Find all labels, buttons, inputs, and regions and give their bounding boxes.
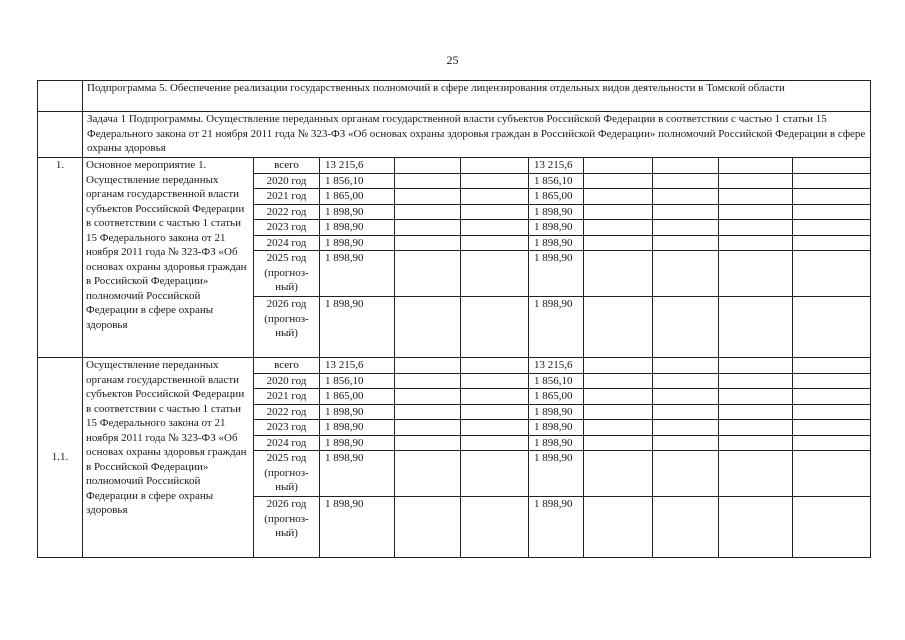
period-cell: 2022 год <box>254 204 320 220</box>
empty-cell <box>793 435 871 451</box>
empty-cell <box>395 404 461 420</box>
total-amount-cell: 1 898,90 <box>320 435 395 451</box>
federal-amount-cell: 1 898,90 <box>529 497 584 558</box>
total-amount-cell: 1 898,90 <box>320 420 395 436</box>
empty-cell <box>584 358 653 374</box>
empty-cell <box>584 235 653 251</box>
empty-cell <box>719 404 793 420</box>
empty-cell <box>793 420 871 436</box>
empty-cell <box>719 420 793 436</box>
empty-cell <box>395 220 461 236</box>
federal-amount-cell: 1 865,00 <box>529 189 584 205</box>
empty-cell <box>793 451 871 497</box>
period-cell: 2024 год <box>254 235 320 251</box>
federal-amount-cell: 1 898,90 <box>529 297 584 358</box>
empty-cell <box>719 389 793 405</box>
period-cell: 2025 год (прогноз-ный) <box>254 251 320 297</box>
empty-cell <box>653 451 719 497</box>
subprogram-row <box>38 81 871 112</box>
activity-description: Осуществление переданных органам государственной власти субъектов Российской Федерации в соответствии с частью 1 статьи 15 Федерального закона от 21 ноября 2011 года № 323-ФЗ «Об основах охраны здоровья граждан в Российской Федерации» полномочий Российской Федерации в сфере охраны здоровья <box>83 358 254 558</box>
empty-cell <box>395 358 461 374</box>
period-cell: 2025 год (прогноз-ный) <box>254 451 320 497</box>
empty-cell <box>461 420 529 436</box>
empty-cell <box>584 189 653 205</box>
empty-cell <box>395 373 461 389</box>
empty-cell <box>653 404 719 420</box>
empty-cell <box>584 497 653 558</box>
empty-cell <box>793 358 871 374</box>
empty-cell <box>719 235 793 251</box>
period-cell: 2021 год <box>254 189 320 205</box>
federal-amount-cell: 1 898,90 <box>529 420 584 436</box>
empty-cell <box>461 358 529 374</box>
period-cell: 2024 год <box>254 435 320 451</box>
total-amount-cell: 1 856,10 <box>320 173 395 189</box>
empty-cell <box>653 297 719 358</box>
empty-cell <box>461 451 529 497</box>
empty-cell <box>653 158 719 174</box>
empty-cell <box>719 173 793 189</box>
total-amount-cell: 1 898,90 <box>320 297 395 358</box>
empty-cell <box>584 451 653 497</box>
table-row <box>38 358 871 374</box>
federal-amount-cell: 1 898,90 <box>529 220 584 236</box>
empty-cell <box>719 158 793 174</box>
empty-cell <box>461 189 529 205</box>
empty-cell <box>653 235 719 251</box>
empty-cell <box>793 497 871 558</box>
empty-cell <box>461 158 529 174</box>
empty-cell <box>653 389 719 405</box>
total-amount-cell: 1 898,90 <box>320 497 395 558</box>
empty-cell <box>719 204 793 220</box>
period-cell: 2023 год <box>254 220 320 236</box>
period-cell: 2020 год <box>254 373 320 389</box>
total-amount-cell: 13 215,6 <box>320 358 395 374</box>
page-number: 25 <box>446 53 459 67</box>
empty-cell <box>584 204 653 220</box>
empty-cell <box>793 389 871 405</box>
federal-amount-cell: 1 898,90 <box>529 435 584 451</box>
federal-amount-cell: 1 856,10 <box>529 173 584 189</box>
empty-cell <box>584 435 653 451</box>
total-amount-cell: 1 898,90 <box>320 235 395 251</box>
empty-cell <box>653 204 719 220</box>
empty-cell <box>653 189 719 205</box>
empty-cell <box>461 497 529 558</box>
total-amount-cell: 1 865,00 <box>320 389 395 405</box>
federal-amount-cell: 1 856,10 <box>529 373 584 389</box>
empty-cell <box>793 373 871 389</box>
empty-cell <box>584 420 653 436</box>
empty-cell <box>584 373 653 389</box>
empty-cell <box>719 435 793 451</box>
empty-cell <box>395 235 461 251</box>
empty-cell <box>793 220 871 236</box>
empty-cell <box>395 389 461 405</box>
empty-cell <box>793 404 871 420</box>
row-number: 1.1. <box>38 358 83 558</box>
period-cell: 2026 год (прогноз-ный) <box>254 297 320 358</box>
period-cell: 2026 год (прогноз-ный) <box>254 497 320 558</box>
empty-cell <box>461 251 529 297</box>
empty-cell <box>395 189 461 205</box>
empty-cell <box>395 173 461 189</box>
empty-cell <box>719 373 793 389</box>
period-cell: 2023 год <box>254 420 320 436</box>
empty-cell <box>653 420 719 436</box>
period-cell: всего <box>254 158 320 174</box>
empty-cell <box>395 204 461 220</box>
empty-cell <box>584 404 653 420</box>
total-amount-cell: 1 898,90 <box>320 204 395 220</box>
period-cell: 2021 год <box>254 389 320 405</box>
empty-cell <box>719 189 793 205</box>
task-row <box>38 112 871 158</box>
empty-cell <box>719 297 793 358</box>
federal-amount-cell: 13 215,6 <box>529 358 584 374</box>
total-amount-cell: 13 215,6 <box>320 158 395 174</box>
empty-cell <box>719 497 793 558</box>
empty-cell <box>793 189 871 205</box>
empty-cell <box>395 497 461 558</box>
total-amount-cell: 1 898,90 <box>320 251 395 297</box>
subprogram-title: Подпрограмма 5. Обеспечение реализации государственных полномочий в сфере лицензирования отдельных видов деятельности в Томской области <box>83 81 871 112</box>
empty-cell <box>395 297 461 358</box>
federal-amount-cell: 1 898,90 <box>529 404 584 420</box>
total-amount-cell: 1 856,10 <box>320 373 395 389</box>
empty-cell <box>793 204 871 220</box>
empty-cell <box>461 173 529 189</box>
empty-cell <box>584 220 653 236</box>
empty-cell <box>719 451 793 497</box>
empty-cell <box>461 404 529 420</box>
empty-cell <box>653 220 719 236</box>
total-amount-cell: 1 865,00 <box>320 189 395 205</box>
total-amount-cell: 1 898,90 <box>320 404 395 420</box>
empty-cell <box>719 251 793 297</box>
empty-cell <box>395 435 461 451</box>
row-number: 1. <box>38 158 83 358</box>
empty-cell <box>395 251 461 297</box>
empty-cell <box>719 220 793 236</box>
empty-cell <box>395 451 461 497</box>
total-amount-cell: 1 898,90 <box>320 451 395 497</box>
activity-description: Основное мероприятие 1. Осуществление переданных органам государственной власти субъектов Российской Федерации в соответствии с частью 1 статьи 15 Федерального закона от 21 ноября 2011 года № 323-ФЗ «Об основах охраны здоровья граждан в Российской Федерации» полномочий Российской Федерации в сфере охраны здоровья <box>83 158 254 358</box>
federal-amount-cell: 1 865,00 <box>529 389 584 405</box>
empty-cell <box>461 435 529 451</box>
period-cell: 2020 год <box>254 173 320 189</box>
federal-amount-cell: 1 898,90 <box>529 204 584 220</box>
federal-amount-cell: 1 898,90 <box>529 235 584 251</box>
period-cell: всего <box>254 358 320 374</box>
period-cell: 2022 год <box>254 404 320 420</box>
empty-cell <box>584 251 653 297</box>
empty-cell <box>584 297 653 358</box>
empty-cell <box>584 158 653 174</box>
empty-cell <box>719 358 793 374</box>
empty-cell <box>461 220 529 236</box>
empty-cell <box>653 173 719 189</box>
empty-cell <box>461 297 529 358</box>
empty-cell <box>653 435 719 451</box>
empty-cell <box>653 497 719 558</box>
empty-cell <box>653 251 719 297</box>
empty-cell <box>793 251 871 297</box>
table-row <box>38 158 871 174</box>
empty-cell <box>461 389 529 405</box>
task-title: Задача 1 Подпрограммы. Осуществление переданных органам государственной власти субъектов Российской Федерации в соответствии с частью 1 статьи 15 Федерального закона от 21 ноября 2011 года № 323-ФЗ «Об основах охраны здоровья граждан в Российской Федерации» полномочий Российской Федерации в сфере охраны здоровья <box>83 112 871 158</box>
empty-cell <box>461 235 529 251</box>
empty-cell <box>793 158 871 174</box>
empty-cell <box>653 373 719 389</box>
federal-amount-cell: 1 898,90 <box>529 251 584 297</box>
empty-cell <box>395 158 461 174</box>
federal-amount-cell: 13 215,6 <box>529 158 584 174</box>
empty-cell <box>653 358 719 374</box>
empty-cell <box>793 297 871 358</box>
federal-amount-cell: 1 898,90 <box>529 451 584 497</box>
empty-cell <box>584 389 653 405</box>
empty-cell <box>461 373 529 389</box>
empty-cell <box>461 204 529 220</box>
empty-cell <box>395 420 461 436</box>
empty-cell <box>584 173 653 189</box>
budget-table <box>37 80 871 558</box>
total-amount-cell: 1 898,90 <box>320 220 395 236</box>
empty-cell <box>793 235 871 251</box>
empty-cell <box>793 173 871 189</box>
